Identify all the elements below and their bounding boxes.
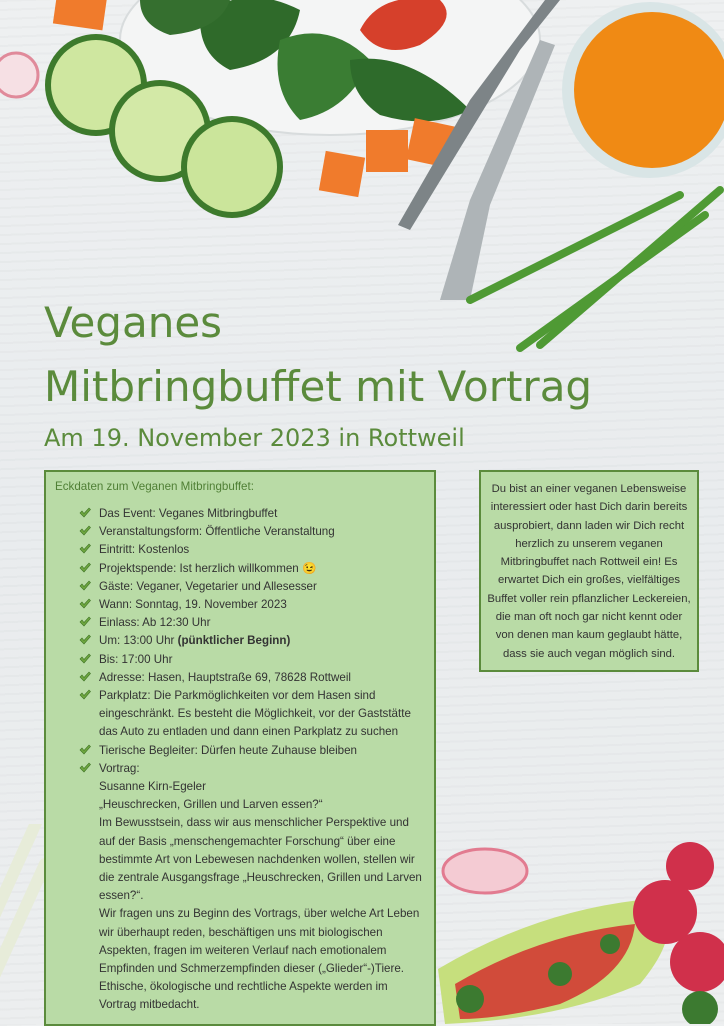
detail-item-text: Bis: 17:00 Uhr (99, 652, 173, 666)
detail-item (79, 760, 424, 778)
invitation-text: Du bist an einer veganen Lebensweise interessiert oder hast Dich darin bereits ausprobiert, dann laden wir Dich recht herzlich zu unserem veganen Mitbringbuffet nach Rottweil ein! Es erwartet Dich ein großes, vielfältiges Buffet voller rein pflanzlicher Leckereien, die man oft noch gar nicht kennt oder von denen man kaum geglaubt hätte, dass sie auch vegan möglich sind. (487, 483, 691, 660)
radish-slice (0, 53, 38, 97)
detail-item (79, 632, 424, 650)
details-list (55, 505, 424, 778)
checkmark-icon (79, 671, 91, 683)
detail-item (79, 687, 424, 742)
checkmark-icon (79, 562, 91, 574)
detail-item-text: Veranstaltungsform: Öffentliche Veranstaltung (99, 525, 335, 539)
checkmark-icon (79, 616, 91, 628)
spring-onions (470, 190, 720, 348)
detail-item-text: Parkplatz: Die Parkmöglichkeiten vor dem Hasen sind eingeschränkt. Es besteht die Möglichkeit, vor der Gaststätte das Auto zu entladen und dann einen Parkplatz zu suchen (99, 689, 411, 739)
lecture-paragraph-1: Im Bewusstsein, dass wir aus menschlicher Perspektive und auf der Basis „menschengemachter Forschung“ über eine bestimmte Art von Lebewesen nachdenken wollen, stellen wir die zentrale Ausgangsfrage „Heuschrecken, Grillen und Larven essen?“. (99, 816, 422, 903)
detail-item-text: Eintritt: Kostenlos (99, 543, 190, 557)
spring-onion-bottom (0, 824, 45, 974)
invitation-box (479, 470, 699, 672)
detail-item-text: Wann: Sonntag, 19. November 2023 (99, 598, 287, 612)
checkmark-icon (79, 525, 91, 537)
checkmark-icon (79, 507, 91, 519)
lecture-title: „Heuschrecken, Grillen und Larven essen?“ (99, 798, 323, 812)
detail-item (79, 614, 424, 632)
detail-item-text: Um: 13:00 Uhr (99, 634, 178, 648)
detail-item (79, 651, 424, 669)
detail-item-text: Das Event: Veganes Mitbringbuffet (99, 507, 278, 520)
details-box (44, 470, 436, 1026)
checkmark-icon (79, 689, 91, 701)
detail-item (79, 578, 424, 596)
detail-item-text: Gäste: Veganer, Vegetarier und Allesesser (99, 579, 317, 593)
detail-item (79, 669, 424, 687)
title-line-2: Mitbringbuffet mit Vortrag (44, 362, 593, 411)
radish-slice (443, 849, 527, 893)
checkmark-icon (79, 653, 91, 665)
detail-item (79, 523, 424, 541)
lecture-paragraph-2: Wir fragen uns zu Beginn des Vortrags, über welche Art Leben wir überhaupt reden, beschäftigen uns mit biologischen Aspekten, fragen im weiteren Verlauf nach emotionalem Empfinden und Schmerzempfinden dieser („Glieder“-)Tiere. Ethische, ökologische und rechtliche Aspekte werden im Vortrag mitbedacht. (99, 907, 420, 1012)
title-line-1: Veganes (44, 298, 223, 347)
detail-item-text: Projektspende: Ist herzlich willkommen 😉 (99, 561, 317, 575)
detail-item-text: Einlass: Ab 12:30 Uhr (99, 616, 211, 630)
checkmark-icon (79, 744, 91, 756)
detail-item-text: Adresse: Hasen, Hauptstraße 69, 78628 Rottweil (99, 670, 351, 684)
subtitle: Am 19. November 2023 in Rottweil (44, 424, 465, 452)
checkmark-icon (79, 598, 91, 610)
checkmark-icon (79, 762, 91, 774)
detail-item (79, 505, 424, 523)
details-heading: Eckdaten zum Veganen Mitbringbuffet: (55, 480, 254, 493)
detail-item (79, 560, 424, 578)
detail-item-text: Vortrag: (99, 761, 140, 775)
checkmark-icon (79, 634, 91, 646)
detail-item-text: Tierische Begleiter: Dürfen heute Zuhause bleiben (99, 743, 358, 757)
lecture-block (55, 778, 424, 1015)
detail-item (79, 742, 424, 760)
checkmark-icon (79, 580, 91, 592)
lecture-speaker: Susanne Kirn-Egeler (99, 780, 206, 794)
detail-item-emphasis: (pünktlicher Beginn) (177, 634, 291, 648)
detail-item (79, 596, 424, 614)
checkmark-icon (79, 543, 91, 555)
detail-item (79, 541, 424, 559)
soup (574, 12, 724, 168)
